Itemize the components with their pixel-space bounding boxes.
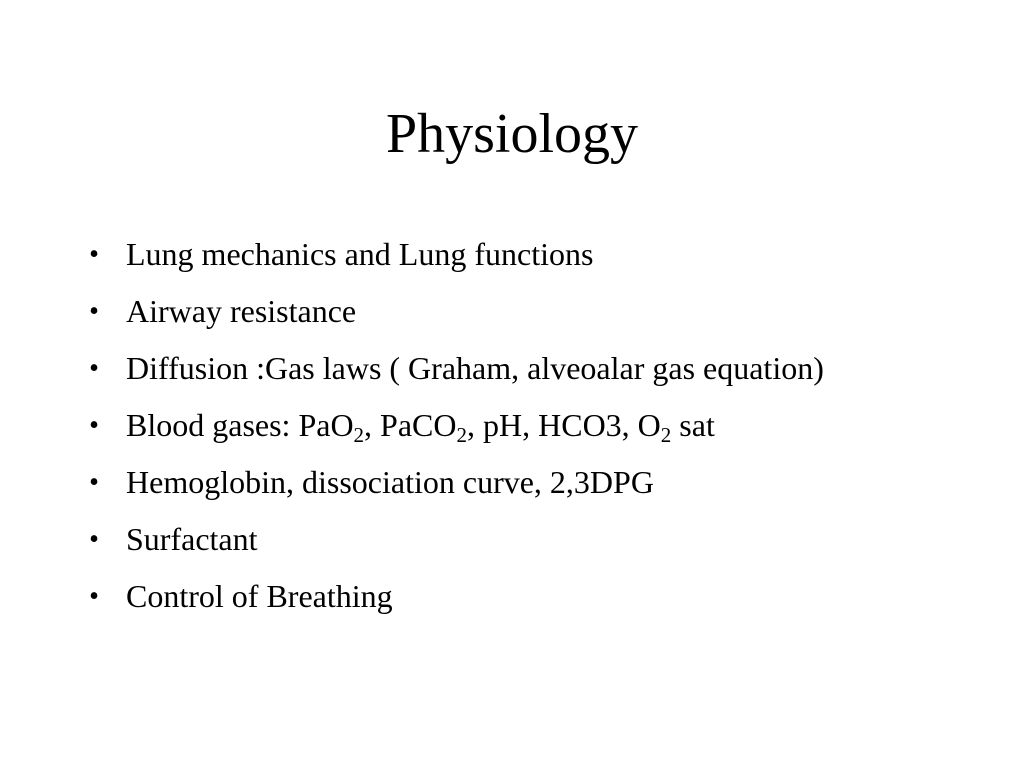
bullet-item [84, 460, 884, 505]
bullet-text: Control of Breathing [126, 578, 393, 614]
bullet-item [84, 574, 884, 619]
bullet-dot-icon: • [89, 353, 99, 384]
bullet-dot-icon: • [89, 410, 99, 441]
subscript: 2 [660, 423, 672, 447]
bullet-dot-icon: • [89, 524, 99, 555]
bullet-text: Hemoglobin, dissociation curve, 2,3DPG [126, 464, 654, 500]
bullet-dot-icon: • [89, 239, 99, 270]
bullet-dot-icon: • [89, 581, 99, 612]
bullet-item [84, 232, 884, 277]
text-run: Blood gases: PaO [126, 407, 354, 443]
text-run: , pH, HCO3, O [467, 407, 661, 443]
subscript: 2 [456, 423, 467, 447]
bullet-text: Lung mechanics and Lung functions [126, 236, 594, 272]
bullet-item [84, 403, 884, 448]
text-run: , PaCO [364, 407, 457, 443]
subscript: 2 [353, 423, 365, 447]
slide-title: Physiology [385, 103, 639, 165]
text-run: sat [671, 407, 715, 443]
bullet-dot-icon: • [89, 296, 99, 327]
bullet-text-blood-gases [126, 407, 715, 447]
bullet-item [84, 346, 884, 391]
bullet-text: Surfactant [126, 521, 258, 557]
bullet-text: Diffusion :Gas laws ( Graham, alveoalar gas equation) [126, 350, 824, 386]
bullet-text: Airway resistance [126, 293, 357, 329]
bullet-list [84, 232, 884, 631]
bullet-item [84, 289, 884, 334]
bullet-dot-icon: • [89, 467, 99, 498]
bullet-item [84, 517, 884, 562]
